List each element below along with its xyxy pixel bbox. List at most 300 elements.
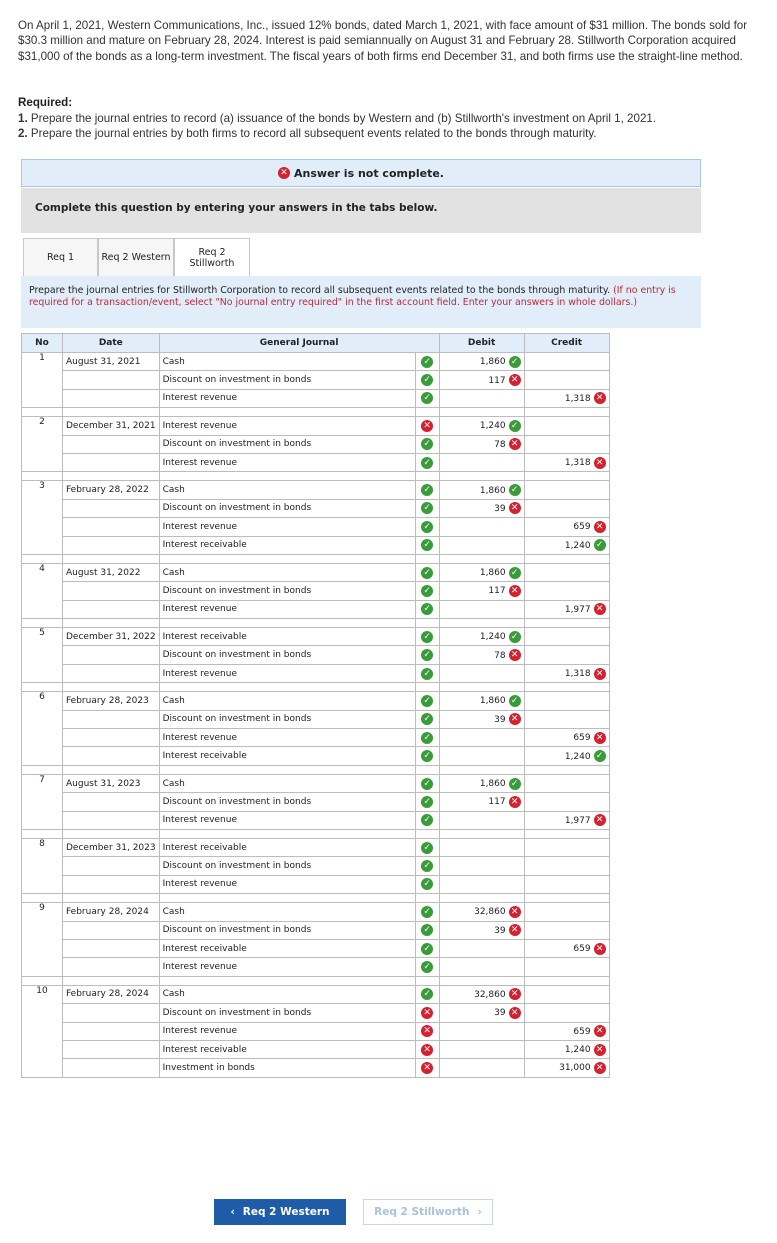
next-tab-button[interactable] bbox=[363, 1199, 493, 1225]
next-tab-label: Req 2 Stillworth bbox=[374, 1206, 470, 1218]
debit-value: 1,860 bbox=[479, 696, 506, 707]
credit-cell[interactable] bbox=[524, 875, 609, 893]
debit-cell[interactable] bbox=[439, 985, 524, 1003]
debit-cell[interactable] bbox=[439, 793, 524, 811]
debit-cell[interactable] bbox=[439, 1004, 524, 1022]
debit-cell[interactable] bbox=[439, 371, 524, 389]
debit-cell[interactable] bbox=[439, 435, 524, 453]
account-cell[interactable]: Interest receivable bbox=[159, 747, 415, 765]
account-status-cell bbox=[415, 371, 439, 389]
account-cell[interactable]: Discount on investment in bonds bbox=[159, 921, 415, 939]
credit-cell[interactable] bbox=[524, 353, 609, 371]
account-cell[interactable]: Interest revenue bbox=[159, 958, 415, 976]
credit-cell[interactable] bbox=[524, 939, 609, 957]
account-cell[interactable]: Discount on investment in bonds bbox=[159, 646, 415, 664]
date-cell[interactable] bbox=[63, 958, 160, 976]
debit-cell[interactable] bbox=[439, 857, 524, 875]
credit-cell[interactable] bbox=[524, 518, 609, 536]
account-cell[interactable]: Cash bbox=[159, 692, 415, 710]
date-cell[interactable] bbox=[63, 747, 160, 765]
account-cell[interactable]: Discount on investment in bonds bbox=[159, 582, 415, 600]
date-cell[interactable] bbox=[63, 518, 160, 536]
debit-cell[interactable] bbox=[439, 518, 524, 536]
credit-cell[interactable] bbox=[524, 389, 609, 407]
account-status-cell bbox=[415, 582, 439, 600]
spacer-cell bbox=[63, 554, 160, 563]
account-status-cell bbox=[415, 729, 439, 747]
date-cell[interactable] bbox=[63, 921, 160, 939]
date-cell[interactable]: December 31, 2022 bbox=[63, 628, 160, 646]
journal-row bbox=[22, 600, 610, 618]
check-circle-icon: ✓ bbox=[421, 878, 433, 890]
check-circle-icon: ✓ bbox=[421, 814, 433, 826]
requirement-2-text: Prepare the journal entries by both firms to record all subsequent events related to the bonds through maturity. bbox=[30, 127, 597, 140]
credit-cell[interactable] bbox=[524, 417, 609, 435]
requirement-1-number: 1. bbox=[18, 112, 28, 125]
spacer-cell bbox=[439, 554, 524, 563]
debit-value: 1,860 bbox=[479, 568, 506, 579]
prev-tab-button[interactable] bbox=[214, 1199, 346, 1225]
spacer-cell bbox=[63, 829, 160, 838]
entry-number: 8 bbox=[22, 838, 63, 893]
tab-req-1-label: Req 1 bbox=[46, 252, 75, 263]
x-circle-icon: ✕ bbox=[421, 420, 433, 432]
x-circle-icon: ✕ bbox=[509, 585, 521, 597]
credit-value: 1,977 bbox=[564, 815, 591, 826]
debit-cell[interactable] bbox=[439, 774, 524, 792]
check-circle-icon: ✓ bbox=[421, 961, 433, 973]
debit-cell[interactable] bbox=[439, 600, 524, 618]
account-status-cell bbox=[415, 518, 439, 536]
requirement-1 bbox=[18, 111, 656, 126]
check-circle-icon: ✓ bbox=[421, 649, 433, 661]
account-status-cell bbox=[415, 710, 439, 728]
check-circle-icon: ✓ bbox=[509, 631, 521, 643]
debit-cell[interactable] bbox=[439, 1059, 524, 1077]
credit-cell[interactable] bbox=[524, 1059, 609, 1077]
account-cell[interactable]: Discount on investment in bonds bbox=[159, 371, 415, 389]
date-cell[interactable] bbox=[63, 582, 160, 600]
credit-cell[interactable] bbox=[524, 646, 609, 664]
debit-cell[interactable] bbox=[439, 811, 524, 829]
account-status-cell bbox=[415, 499, 439, 517]
requirements-list bbox=[18, 111, 656, 141]
journal-row bbox=[22, 582, 610, 600]
date-cell[interactable] bbox=[63, 1059, 160, 1077]
general-journal-table bbox=[21, 333, 610, 1078]
spacer-cell bbox=[63, 619, 160, 628]
account-cell[interactable]: Interest revenue bbox=[159, 664, 415, 682]
x-circle-icon: ✕ bbox=[509, 1007, 521, 1019]
spacer-cell bbox=[159, 829, 415, 838]
debit-cell[interactable] bbox=[439, 646, 524, 664]
credit-cell[interactable] bbox=[524, 857, 609, 875]
credit-cell[interactable] bbox=[524, 793, 609, 811]
account-cell[interactable]: Interest revenue bbox=[159, 875, 415, 893]
date-cell[interactable] bbox=[63, 646, 160, 664]
spacer-cell bbox=[22, 408, 63, 417]
account-cell[interactable]: Cash bbox=[159, 481, 415, 499]
entry-spacer-row bbox=[22, 619, 610, 628]
journal-row bbox=[22, 481, 610, 499]
spacer-cell bbox=[22, 554, 63, 563]
account-cell[interactable]: Discount on investment in bonds bbox=[159, 710, 415, 728]
account-status-cell bbox=[415, 1004, 439, 1022]
account-status-cell bbox=[415, 875, 439, 893]
tab-req-2-western[interactable] bbox=[98, 238, 174, 276]
account-cell[interactable]: Cash bbox=[159, 774, 415, 792]
account-cell[interactable]: Interest revenue bbox=[159, 453, 415, 471]
entry-number: 10 bbox=[22, 985, 63, 1077]
account-cell[interactable]: Cash bbox=[159, 563, 415, 581]
credit-cell[interactable] bbox=[524, 747, 609, 765]
journal-row bbox=[22, 371, 610, 389]
chevron-right-icon: › bbox=[477, 1206, 482, 1218]
prev-tab-label: Req 2 Western bbox=[242, 1206, 330, 1218]
account-cell[interactable]: Interest receivable bbox=[159, 1040, 415, 1058]
check-circle-icon: ✓ bbox=[421, 457, 433, 469]
journal-row bbox=[22, 793, 610, 811]
credit-cell[interactable] bbox=[524, 628, 609, 646]
check-circle-icon: ✓ bbox=[509, 567, 521, 579]
debit-cell[interactable] bbox=[439, 1040, 524, 1058]
entry-spacer-row bbox=[22, 683, 610, 692]
journal-row bbox=[22, 921, 610, 939]
spacer-cell bbox=[415, 765, 439, 774]
spacer-cell bbox=[439, 472, 524, 481]
debit-value: 32,860 bbox=[474, 989, 506, 1000]
instructions-box bbox=[21, 188, 701, 233]
account-cell[interactable]: Interest revenue bbox=[159, 389, 415, 407]
account-cell[interactable]: Interest receivable bbox=[159, 536, 415, 554]
debit-cell[interactable] bbox=[439, 389, 524, 407]
entry-number: 6 bbox=[22, 692, 63, 766]
date-cell[interactable] bbox=[63, 371, 160, 389]
credit-cell[interactable] bbox=[524, 903, 609, 921]
spacer-cell bbox=[159, 554, 415, 563]
account-cell[interactable]: Interest receivable bbox=[159, 939, 415, 957]
debit-cell[interactable] bbox=[439, 692, 524, 710]
date-cell[interactable] bbox=[63, 536, 160, 554]
journal-row bbox=[22, 417, 610, 435]
debit-cell[interactable] bbox=[439, 903, 524, 921]
spacer-cell bbox=[524, 472, 609, 481]
date-cell[interactable] bbox=[63, 1040, 160, 1058]
account-cell[interactable]: Cash bbox=[159, 985, 415, 1003]
entry-spacer-row bbox=[22, 554, 610, 563]
spacer-cell bbox=[159, 408, 415, 417]
spacer-cell bbox=[439, 619, 524, 628]
date-cell[interactable] bbox=[63, 811, 160, 829]
debit-cell[interactable] bbox=[439, 453, 524, 471]
debit-cell[interactable] bbox=[439, 353, 524, 371]
date-cell[interactable]: December 31, 2023 bbox=[63, 838, 160, 856]
spacer-cell bbox=[439, 976, 524, 985]
debit-cell[interactable] bbox=[439, 958, 524, 976]
account-cell[interactable]: Interest revenue bbox=[159, 600, 415, 618]
date-cell[interactable]: February 28, 2024 bbox=[63, 903, 160, 921]
debit-cell[interactable] bbox=[439, 875, 524, 893]
spacer-cell bbox=[439, 408, 524, 417]
date-cell[interactable] bbox=[63, 499, 160, 517]
credit-cell[interactable] bbox=[524, 563, 609, 581]
date-cell[interactable] bbox=[63, 600, 160, 618]
journal-row bbox=[22, 857, 610, 875]
account-cell[interactable]: Interest revenue bbox=[159, 729, 415, 747]
spacer-cell bbox=[524, 619, 609, 628]
date-cell[interactable] bbox=[63, 664, 160, 682]
date-cell[interactable] bbox=[63, 453, 160, 471]
debit-cell[interactable] bbox=[439, 582, 524, 600]
check-circle-icon: ✓ bbox=[421, 392, 433, 404]
credit-cell[interactable] bbox=[524, 600, 609, 618]
check-circle-icon: ✓ bbox=[509, 420, 521, 432]
credit-cell[interactable] bbox=[524, 985, 609, 1003]
credit-cell[interactable] bbox=[524, 811, 609, 829]
account-status-cell bbox=[415, 600, 439, 618]
journal-row bbox=[22, 1004, 610, 1022]
x-circle-icon: ✕ bbox=[594, 603, 606, 615]
date-cell[interactable] bbox=[63, 435, 160, 453]
requirement-2 bbox=[18, 126, 656, 141]
credit-cell[interactable] bbox=[524, 435, 609, 453]
credit-cell[interactable] bbox=[524, 1022, 609, 1040]
date-cell[interactable]: December 31, 2021 bbox=[63, 417, 160, 435]
account-status-cell bbox=[415, 536, 439, 554]
x-circle-icon: ✕ bbox=[594, 1062, 606, 1074]
entry-number: 1 bbox=[22, 353, 63, 408]
x-circle-icon: ✕ bbox=[594, 1044, 606, 1056]
account-status-cell bbox=[415, 857, 439, 875]
debit-cell[interactable] bbox=[439, 536, 524, 554]
journal-row bbox=[22, 499, 610, 517]
date-cell[interactable]: February 28, 2024 bbox=[63, 985, 160, 1003]
journal-row bbox=[22, 958, 610, 976]
x-circle-icon: ✕ bbox=[594, 943, 606, 955]
date-cell[interactable]: August 31, 2023 bbox=[63, 774, 160, 792]
credit-cell[interactable] bbox=[524, 664, 609, 682]
spacer-cell bbox=[415, 408, 439, 417]
debit-value: 117 bbox=[488, 586, 506, 597]
debit-cell[interactable] bbox=[439, 838, 524, 856]
debit-value: 78 bbox=[494, 439, 506, 450]
journal-row bbox=[22, 710, 610, 728]
answer-status-banner bbox=[21, 159, 701, 187]
debit-value: 1,240 bbox=[479, 632, 506, 643]
check-circle-icon: ✓ bbox=[509, 695, 521, 707]
date-cell[interactable] bbox=[63, 939, 160, 957]
problem-statement bbox=[18, 18, 768, 64]
credit-cell[interactable] bbox=[524, 481, 609, 499]
credit-cell[interactable] bbox=[524, 921, 609, 939]
check-circle-icon: ✓ bbox=[509, 778, 521, 790]
spacer-cell bbox=[63, 765, 160, 774]
x-circle-icon: ✕ bbox=[421, 1044, 433, 1056]
table-header-row bbox=[22, 334, 610, 353]
date-cell[interactable] bbox=[63, 1004, 160, 1022]
credit-cell[interactable] bbox=[524, 582, 609, 600]
debit-value: 39 bbox=[494, 925, 506, 936]
spacer-cell bbox=[415, 894, 439, 903]
account-cell[interactable]: Interest revenue bbox=[159, 417, 415, 435]
account-cell[interactable]: Interest receivable bbox=[159, 838, 415, 856]
credit-cell[interactable] bbox=[524, 729, 609, 747]
account-status-cell bbox=[415, 389, 439, 407]
date-cell[interactable] bbox=[63, 793, 160, 811]
x-circle-icon: ✕ bbox=[594, 814, 606, 826]
requirement-1-text: Prepare the journal entries to record (a) issuance of the bonds by Western and (b) Stillworth's investment on April 1, 2021. bbox=[30, 112, 657, 125]
spacer-cell bbox=[524, 765, 609, 774]
credit-value: 1,318 bbox=[564, 458, 591, 469]
date-cell[interactable] bbox=[63, 389, 160, 407]
account-status-cell bbox=[415, 774, 439, 792]
credit-cell[interactable] bbox=[524, 499, 609, 517]
spacer-cell bbox=[415, 829, 439, 838]
account-status-cell bbox=[415, 811, 439, 829]
account-cell[interactable]: Discount on investment in bonds bbox=[159, 857, 415, 875]
x-circle-icon: ✕ bbox=[594, 521, 606, 533]
check-circle-icon: ✓ bbox=[421, 374, 433, 386]
date-cell[interactable] bbox=[63, 1022, 160, 1040]
debit-cell[interactable] bbox=[439, 563, 524, 581]
date-cell[interactable] bbox=[63, 710, 160, 728]
journal-row bbox=[22, 628, 610, 646]
spacer-cell bbox=[524, 976, 609, 985]
debit-cell[interactable] bbox=[439, 664, 524, 682]
required-heading: Required: bbox=[18, 96, 73, 109]
account-cell[interactable]: Cash bbox=[159, 903, 415, 921]
problem-text: On April 1, 2021, Western Communications, Inc., issued 12% bonds, dated March 1, 2021, with face amount of $31 million. The bonds sold for $30.3 million and mature on February 28, 2024. Interest is paid semiannually on August 31 and February 28. Stillworth Corporation acquired $31,000 of the bonds as a long-term investment. The fiscal years of both firms end December 31, and both firms use the straight-line method. bbox=[18, 19, 748, 63]
check-circle-icon: ✓ bbox=[421, 585, 433, 597]
credit-cell[interactable] bbox=[524, 536, 609, 554]
journal-row bbox=[22, 939, 610, 957]
account-cell[interactable]: Discount on investment in bonds bbox=[159, 435, 415, 453]
date-cell[interactable] bbox=[63, 875, 160, 893]
credit-cell[interactable] bbox=[524, 453, 609, 471]
account-cell[interactable]: Investment in bonds bbox=[159, 1059, 415, 1077]
debit-cell[interactable] bbox=[439, 628, 524, 646]
spacer-cell bbox=[415, 472, 439, 481]
credit-value: 1,240 bbox=[564, 751, 591, 762]
check-circle-icon: ✓ bbox=[421, 539, 433, 551]
account-cell[interactable]: Cash bbox=[159, 353, 415, 371]
credit-cell[interactable] bbox=[524, 710, 609, 728]
credit-value: 1,977 bbox=[564, 604, 591, 615]
header-credit: Credit bbox=[524, 334, 609, 353]
account-status-cell bbox=[415, 692, 439, 710]
date-cell[interactable]: February 28, 2023 bbox=[63, 692, 160, 710]
debit-cell[interactable] bbox=[439, 939, 524, 957]
date-cell[interactable]: February 28, 2022 bbox=[63, 481, 160, 499]
credit-value: 31,000 bbox=[559, 1063, 591, 1074]
entry-spacer-row bbox=[22, 829, 610, 838]
x-circle-icon: ✕ bbox=[509, 924, 521, 936]
journal-row bbox=[22, 875, 610, 893]
tab-req-2-stillworth-label-1: Req 2 bbox=[198, 246, 226, 258]
account-cell[interactable]: Interest revenue bbox=[159, 518, 415, 536]
credit-cell[interactable] bbox=[524, 1040, 609, 1058]
account-cell[interactable]: Interest revenue bbox=[159, 1022, 415, 1040]
check-circle-icon: ✓ bbox=[421, 943, 433, 955]
requirement-2-number: 2. bbox=[18, 127, 28, 140]
account-cell[interactable]: Discount on investment in bonds bbox=[159, 793, 415, 811]
journal-row bbox=[22, 353, 610, 371]
tab-req-2-stillworth[interactable] bbox=[174, 238, 250, 276]
spacer-cell bbox=[63, 894, 160, 903]
spacer-cell bbox=[22, 683, 63, 692]
credit-cell[interactable] bbox=[524, 958, 609, 976]
debit-cell[interactable] bbox=[439, 921, 524, 939]
credit-cell[interactable] bbox=[524, 692, 609, 710]
check-circle-icon: ✓ bbox=[421, 502, 433, 514]
check-circle-icon: ✓ bbox=[421, 567, 433, 579]
credit-cell[interactable] bbox=[524, 1004, 609, 1022]
debit-cell[interactable] bbox=[439, 747, 524, 765]
account-status-cell bbox=[415, 435, 439, 453]
account-cell[interactable]: Discount on investment in bonds bbox=[159, 1004, 415, 1022]
credit-cell[interactable] bbox=[524, 371, 609, 389]
spacer-cell bbox=[159, 619, 415, 628]
debit-value: 117 bbox=[488, 797, 506, 808]
credit-value: 1,240 bbox=[564, 1045, 591, 1056]
spacer-cell bbox=[524, 894, 609, 903]
account-cell[interactable]: Discount on investment in bonds bbox=[159, 499, 415, 517]
x-circle-icon: ✕ bbox=[509, 796, 521, 808]
account-cell[interactable]: Interest revenue bbox=[159, 811, 415, 829]
debit-value: 39 bbox=[494, 503, 506, 514]
date-cell[interactable]: August 31, 2022 bbox=[63, 563, 160, 581]
tab-req-2-stillworth-label-2: Stillworth bbox=[189, 257, 235, 269]
credit-cell[interactable] bbox=[524, 838, 609, 856]
x-circle-icon: ✕ bbox=[509, 906, 521, 918]
debit-cell[interactable] bbox=[439, 417, 524, 435]
credit-value: 1,318 bbox=[564, 669, 591, 680]
journal-instructions bbox=[21, 276, 701, 328]
credit-value: 659 bbox=[573, 522, 591, 533]
spacer-cell bbox=[159, 765, 415, 774]
debit-value: 1,860 bbox=[479, 485, 506, 496]
check-circle-icon: ✓ bbox=[421, 988, 433, 1000]
x-circle-icon: ✕ bbox=[509, 438, 521, 450]
date-cell[interactable] bbox=[63, 729, 160, 747]
date-cell[interactable]: August 31, 2021 bbox=[63, 353, 160, 371]
spacer-cell bbox=[415, 554, 439, 563]
journal-row bbox=[22, 811, 610, 829]
debit-cell[interactable] bbox=[439, 481, 524, 499]
spacer-cell bbox=[63, 472, 160, 481]
entry-spacer-row bbox=[22, 472, 610, 481]
debit-cell[interactable] bbox=[439, 710, 524, 728]
check-circle-icon: ✓ bbox=[421, 860, 433, 872]
tab-req-1[interactable] bbox=[23, 238, 98, 276]
date-cell[interactable] bbox=[63, 857, 160, 875]
journal-row bbox=[22, 985, 610, 1003]
spacer-cell bbox=[22, 976, 63, 985]
entry-number: 9 bbox=[22, 903, 63, 977]
debit-cell[interactable] bbox=[439, 499, 524, 517]
check-circle-icon: ✓ bbox=[421, 438, 433, 450]
journal-row bbox=[22, 536, 610, 554]
spacer-cell bbox=[524, 829, 609, 838]
account-cell[interactable]: Interest receivable bbox=[159, 628, 415, 646]
journal-row bbox=[22, 518, 610, 536]
check-circle-icon: ✓ bbox=[421, 484, 433, 496]
x-circle-icon: ✕ bbox=[278, 167, 290, 179]
credit-cell[interactable] bbox=[524, 774, 609, 792]
debit-cell[interactable] bbox=[439, 729, 524, 747]
x-circle-icon: ✕ bbox=[421, 1007, 433, 1019]
debit-cell[interactable] bbox=[439, 1022, 524, 1040]
